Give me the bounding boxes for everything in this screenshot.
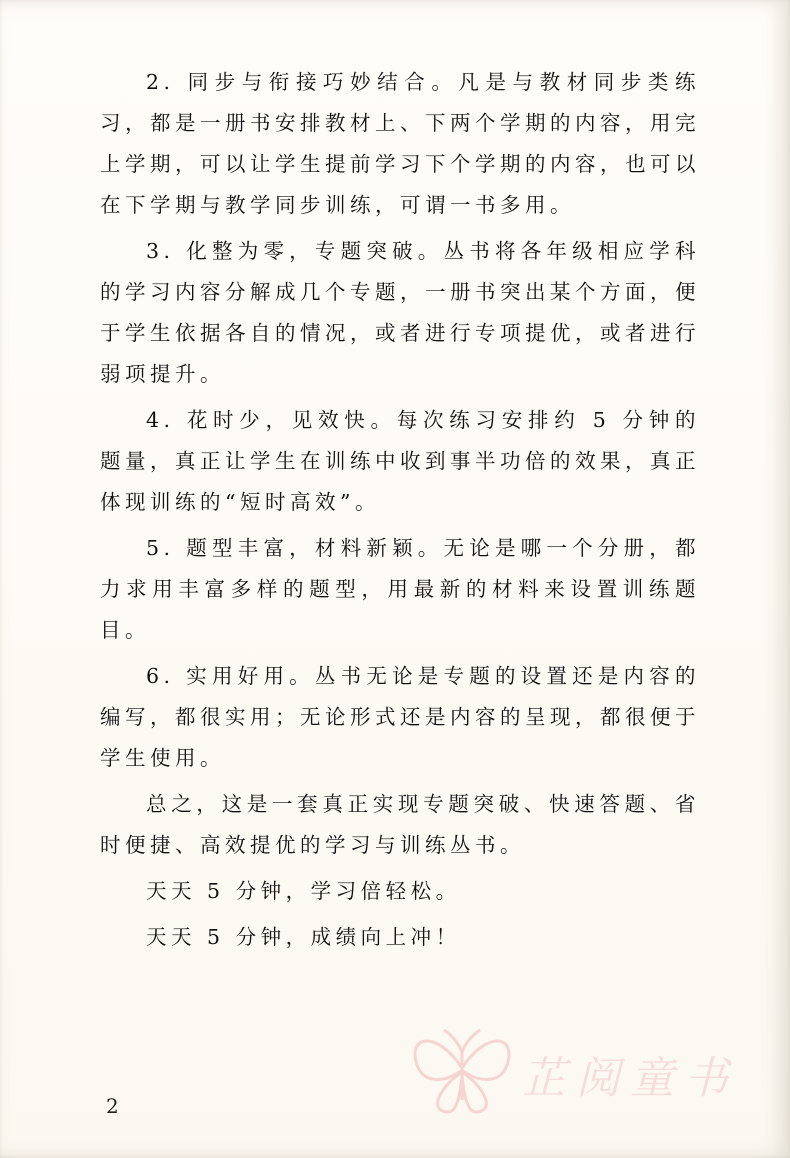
watermark-text: 芷阅童书 bbox=[522, 1053, 738, 1104]
paragraph-sync-and-link: 2. 同步与衔接巧妙结合。凡是与教材同步类练习，都是一册书安排教材上、下两个学期的内容，用完上学期，可以让学生提前学习下个学期的内容，也可以在下学期与教学同步训练，可谓一书多用。 bbox=[100, 70, 700, 217]
slogan-line-1: 天天 5 分钟，学习倍轻松。 bbox=[146, 879, 461, 903]
publisher-watermark bbox=[402, 1010, 752, 1130]
paragraph-rich-question-types: 5. 题型丰富，材料新颖。无论是哪一个分册，都力求用丰富多样的题型，用最新的材料来设置训练题目。 bbox=[100, 536, 700, 642]
paragraph-summary: 总之，这是一套真正实现专题突破、快速答题、省时便捷、高效提优的学习与训练丛书。 bbox=[100, 792, 700, 857]
butterfly-icon bbox=[402, 1010, 522, 1130]
page-number: 2 bbox=[106, 1094, 119, 1118]
slogan-line-2: 天天 5 分钟，成绩向上冲！ bbox=[146, 925, 461, 949]
paragraph-practical: 6. 实用好用。丛书无论是专题的设置还是内容的编写，都很实用；无论形式还是内容的呈现，都很便于学生使用。 bbox=[100, 664, 700, 770]
paragraph-quick-results: 4. 花时少，见效快。每次练习安排约 5 分钟的题量，真正让学生在训练中收到事半功倍的效果，真正体现训练的“短时高效”。 bbox=[100, 408, 700, 514]
paragraph-topic-breakthrough: 3. 化整为零，专题突破。丛书将各年级相应学科的学习内容分解成几个专题，一册书突出某个方面，便于学生依据各自的情况，或者进行专项提优，或者进行弱项提升。 bbox=[100, 239, 700, 386]
body-text bbox=[100, 62, 700, 958]
